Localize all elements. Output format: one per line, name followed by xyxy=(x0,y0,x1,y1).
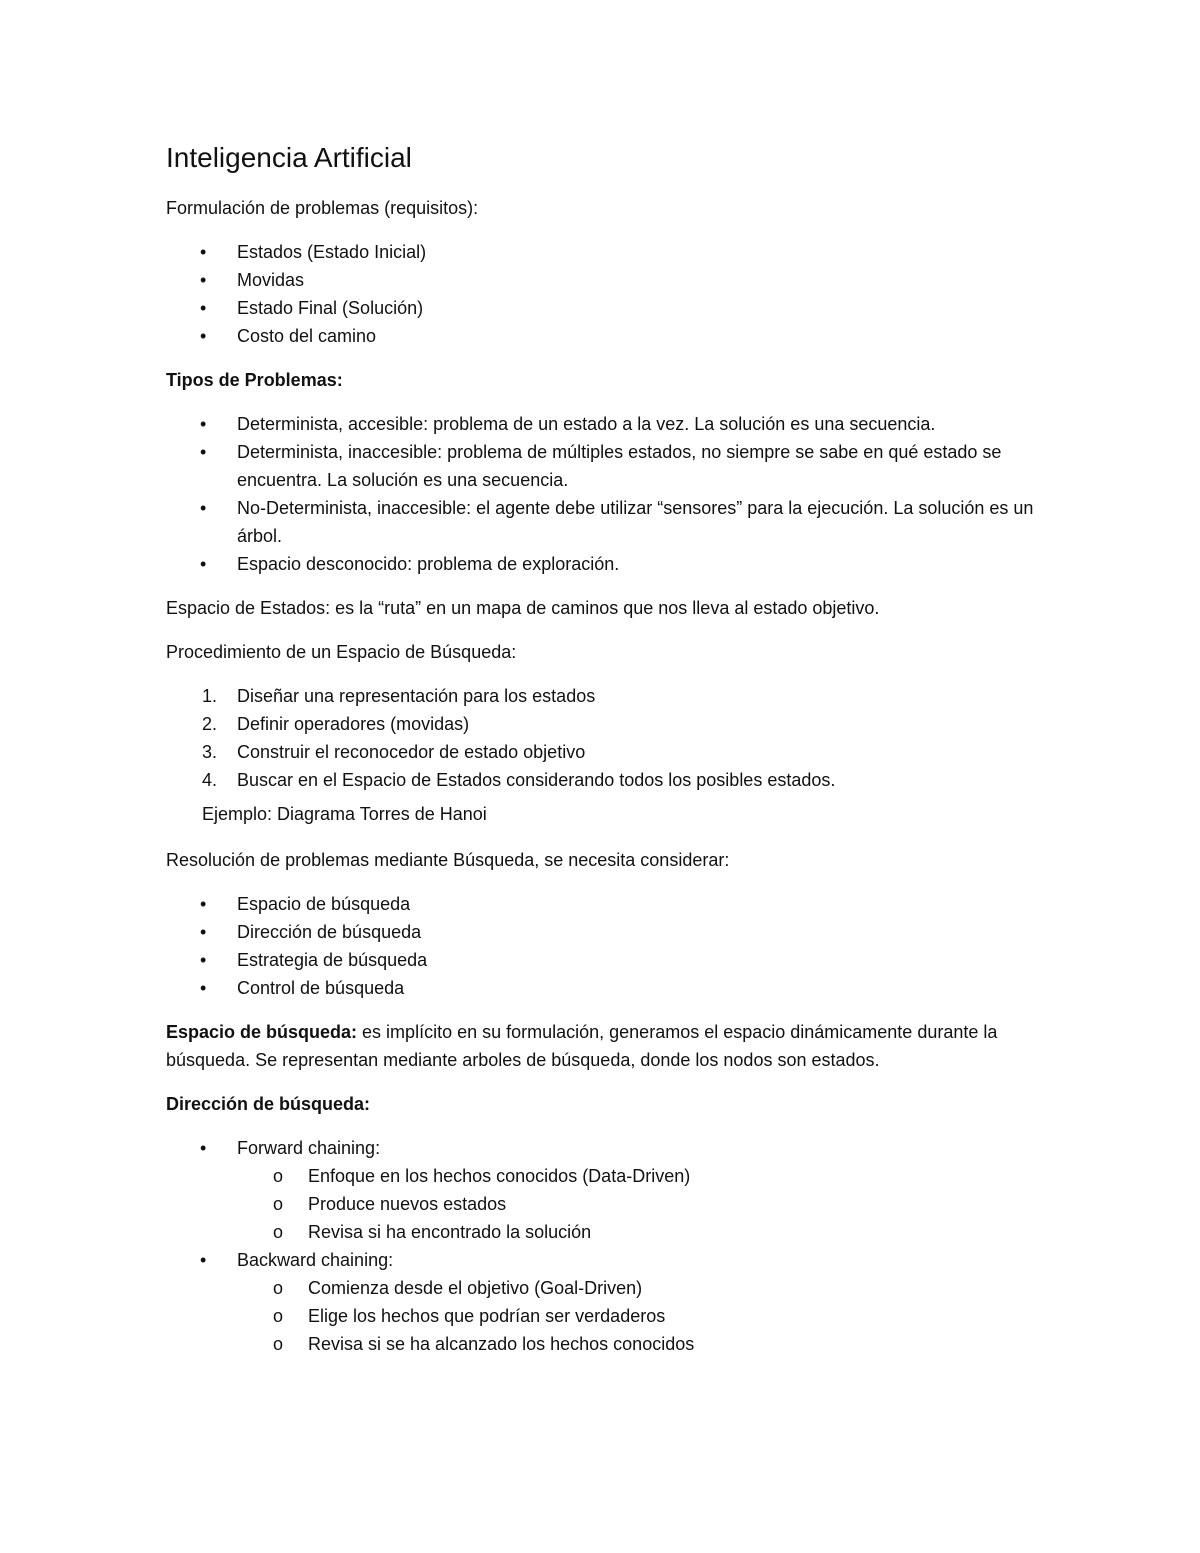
number-marker: 3. xyxy=(202,742,218,762)
forward-chaining-label: Forward chaining: xyxy=(237,1138,381,1158)
bullet-icon: • xyxy=(200,298,207,318)
list-item xyxy=(166,550,1066,578)
espacio-busqueda-label: Espacio de búsqueda: xyxy=(166,1022,358,1042)
bullet-icon: • xyxy=(200,414,207,434)
bullet-icon: • xyxy=(200,950,207,970)
list-item-text: Definir operadores (movidas) xyxy=(237,714,470,734)
bullet-icon: • xyxy=(200,922,207,942)
list-item-text: Movidas xyxy=(237,270,305,290)
sub-list-item-text: Revisa si se ha alcanzado los hechos conocidos xyxy=(308,1334,695,1354)
resolucion-list xyxy=(166,890,1066,1002)
bullet-icon: • xyxy=(200,894,207,914)
sub-list-item xyxy=(237,1218,1066,1246)
list-item xyxy=(166,322,1066,350)
list-item-text: Control de búsqueda xyxy=(237,978,405,998)
backward-chaining-label: Backward chaining: xyxy=(237,1250,394,1270)
number-marker: 4. xyxy=(202,770,218,790)
bullet-icon: • xyxy=(200,242,207,262)
number-marker: 1. xyxy=(202,686,218,706)
sub-list-item xyxy=(237,1190,1066,1218)
list-item xyxy=(166,266,1066,294)
bullet-icon: • xyxy=(200,554,207,574)
direccion-heading: Dirección de búsqueda: xyxy=(166,1094,371,1114)
espacio-busqueda-paragraph xyxy=(166,1018,1066,1074)
bullet-icon: • xyxy=(200,978,207,998)
sub-list-item xyxy=(237,1302,1066,1330)
sub-list-item-text: Elige los hechos que podrían ser verdaderos xyxy=(308,1306,666,1326)
list-item xyxy=(166,682,1066,710)
list-item-text: Espacio desconocido: problema de exploración. xyxy=(237,554,620,574)
list-item-text: No-Determinista, inaccesible: el agente debe utilizar “sensores” para la ejecución. La solución es un árbol. xyxy=(237,498,1034,546)
bullet-icon: • xyxy=(200,1250,207,1270)
sub-list-item-text: Produce nuevos estados xyxy=(308,1194,507,1214)
tipos-heading: Tipos de Problemas: xyxy=(166,370,343,390)
list-item-text: Diseñar una representación para los estados xyxy=(237,686,596,706)
document-page xyxy=(166,140,1066,1374)
procedimiento-list xyxy=(166,682,1066,794)
list-item xyxy=(166,1134,1066,1246)
list-item-text: Costo del camino xyxy=(237,326,377,346)
circle-bullet-icon: o xyxy=(273,1222,284,1242)
circle-bullet-icon: o xyxy=(273,1306,284,1326)
bullet-icon: • xyxy=(200,1138,207,1158)
list-item xyxy=(166,494,1066,550)
circle-bullet-icon: o xyxy=(273,1278,284,1298)
list-item xyxy=(166,238,1066,266)
tipos-list xyxy=(166,410,1066,578)
list-item xyxy=(166,974,1066,1002)
bullet-icon: • xyxy=(200,498,207,518)
list-item xyxy=(166,890,1066,918)
backward-chaining-list xyxy=(237,1274,1066,1358)
document-title: Inteligencia Artificial xyxy=(166,142,412,173)
list-item xyxy=(166,1246,1066,1358)
sub-list-item-text: Revisa si ha encontrado la solución xyxy=(308,1222,592,1242)
list-item xyxy=(166,738,1066,766)
list-item-text: Estado Final (Solución) xyxy=(237,298,424,318)
procedimiento-intro: Procedimiento de un Espacio de Búsqueda: xyxy=(166,642,517,662)
formulacion-intro: Formulación de problemas (requisitos): xyxy=(166,198,479,218)
resolucion-intro: Resolución de problemas mediante Búsqueda, se necesita considerar: xyxy=(166,850,730,870)
list-item-text: Espacio de búsqueda xyxy=(237,894,411,914)
circle-bullet-icon: o xyxy=(273,1334,284,1354)
circle-bullet-icon: o xyxy=(273,1194,284,1214)
direccion-list xyxy=(166,1134,1066,1358)
example-line: Ejemplo: Diagrama Torres de Hanoi xyxy=(202,804,487,824)
sub-list-item xyxy=(237,1274,1066,1302)
list-item-text: Buscar en el Espacio de Estados considerando todos los posibles estados. xyxy=(237,770,836,790)
list-item xyxy=(166,766,1066,794)
list-item-text: Dirección de búsqueda xyxy=(237,922,422,942)
list-item xyxy=(166,294,1066,322)
formulacion-list xyxy=(166,238,1066,350)
bullet-icon: • xyxy=(200,326,207,346)
sub-list-item xyxy=(237,1162,1066,1190)
list-item xyxy=(166,710,1066,738)
list-item-text: Construir el reconocedor de estado objetivo xyxy=(237,742,586,762)
number-marker: 2. xyxy=(202,714,218,734)
list-item-text: Determinista, inaccesible: problema de múltiples estados, no siempre se sabe en qué estado se encuentra. La solución es una secuencia. xyxy=(237,442,1002,490)
list-item xyxy=(166,918,1066,946)
bullet-icon: • xyxy=(200,270,207,290)
sub-list-item-text: Enfoque en los hechos conocidos (Data-Driven) xyxy=(308,1166,691,1186)
espacio-estados-paragraph: Espacio de Estados: es la “ruta” en un mapa de caminos que nos lleva al estado objetivo. xyxy=(166,598,880,618)
sub-list-item-text: Comienza desde el objetivo (Goal-Driven) xyxy=(308,1278,643,1298)
list-item-text: Estrategia de búsqueda xyxy=(237,950,428,970)
forward-chaining-list xyxy=(237,1162,1066,1246)
espacio-busqueda-text: es implícito en su formulación, generamos el espacio dinámicamente durante la búsqueda. Se representan mediante arboles de búsqueda, donde los nodos son estados. xyxy=(166,1022,998,1070)
list-item xyxy=(166,438,1066,494)
bullet-icon: • xyxy=(200,442,207,462)
list-item xyxy=(166,410,1066,438)
circle-bullet-icon: o xyxy=(273,1166,284,1186)
list-item-text: Estados (Estado Inicial) xyxy=(237,242,427,262)
list-item xyxy=(166,946,1066,974)
list-item-text: Determinista, accesible: problema de un estado a la vez. La solución es una secuencia. xyxy=(237,414,936,434)
sub-list-item xyxy=(237,1330,1066,1358)
